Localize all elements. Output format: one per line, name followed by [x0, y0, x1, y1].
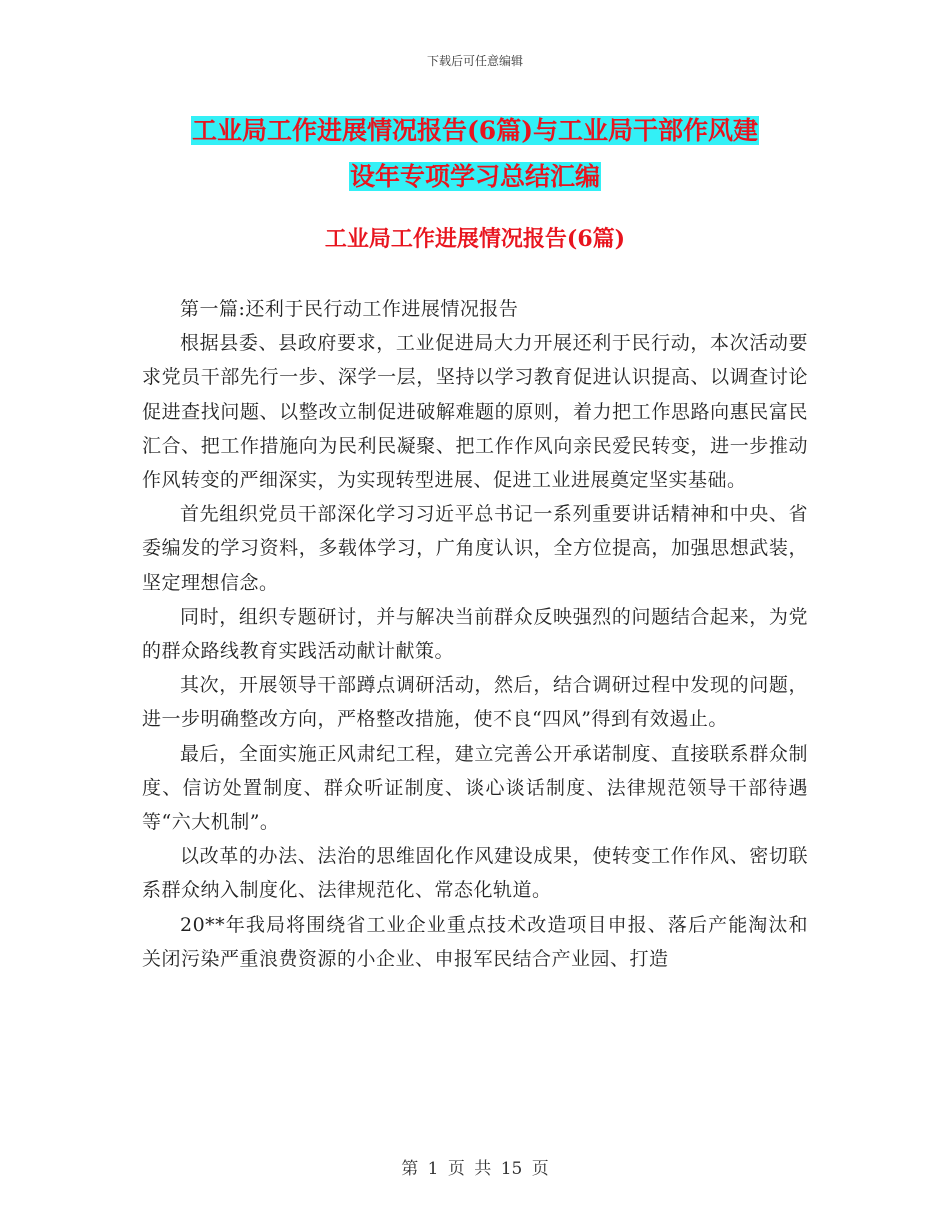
paragraph: 同时，组织专题研讨，并与解决当前群众反映强烈的问题结合起来，为党的群众路线教育实践活动献计献策。 — [142, 605, 808, 663]
body-text — [142, 292, 808, 976]
paragraph: 最后，全面实施正风肃纪工程，建立完善公开承诺制度、直接联系群众制度、信访处置制度、群众听证制度、谈心谈话制度、法律规范领导干部待遇等“六大机制”。 — [142, 742, 808, 834]
chapter-heading: 第一篇:还利于民行动工作进展情况报告 — [180, 298, 519, 320]
paragraph: 其次，开展领导干部蹲点调研活动，然后，结合调研过程中发现的问题，进一步明确整改方向，严格整改措施，使不良“四风”得到有效遏止。 — [142, 674, 808, 731]
document-title-line-1: 工业局工作进展情况报告(6篇)与工业局干部作风建 — [191, 116, 759, 145]
paragraph: 首先组织党员干部深化学习习近平总书记一系列重要讲话精神和中央、省委编发的学习资料，多载体学习，广角度认识，全方位提高，加强思想武装，坚定理想信念。 — [142, 503, 808, 594]
paragraph: 以改革的办法、法治的思维固化作风建设成果，使转变工作作风、密切联系群众纳入制度化、法律规范化、常态化轨道。 — [142, 845, 808, 902]
paragraph: 20**年我局将围绕省工业企业重点技术改造项目申报、落后产能淘汰和关闭污染严重浪费资源的小企业、申报军民结合产业园、打造 — [142, 913, 808, 970]
section-title: 工业局工作进展情况报告(6篇) — [324, 226, 626, 252]
document-title-line-2: 设年专项学习总结汇编 — [349, 162, 600, 191]
page-number-footer: 第 1 页 共 15 页 — [401, 1159, 549, 1179]
paragraph: 根据县委、县政府要求，工业促进局大力开展还利于民行动，本次活动要求党员干部先行一步、深学一层，坚持以学习教育促进认识提高、以调查讨论促进查找问题、以整改立制促进破解难题的原则，着力把工作思路向惠民富民汇合、把工作措施向为民利民凝聚、把工作作风向亲民爱民转变，进一步推动作风转变的严细深实，为实现转型进展、促进工业进展奠定坚实基础。 — [142, 332, 808, 492]
document-title — [100, 108, 850, 200]
header-note: 下载后可任意编辑 — [426, 54, 523, 68]
